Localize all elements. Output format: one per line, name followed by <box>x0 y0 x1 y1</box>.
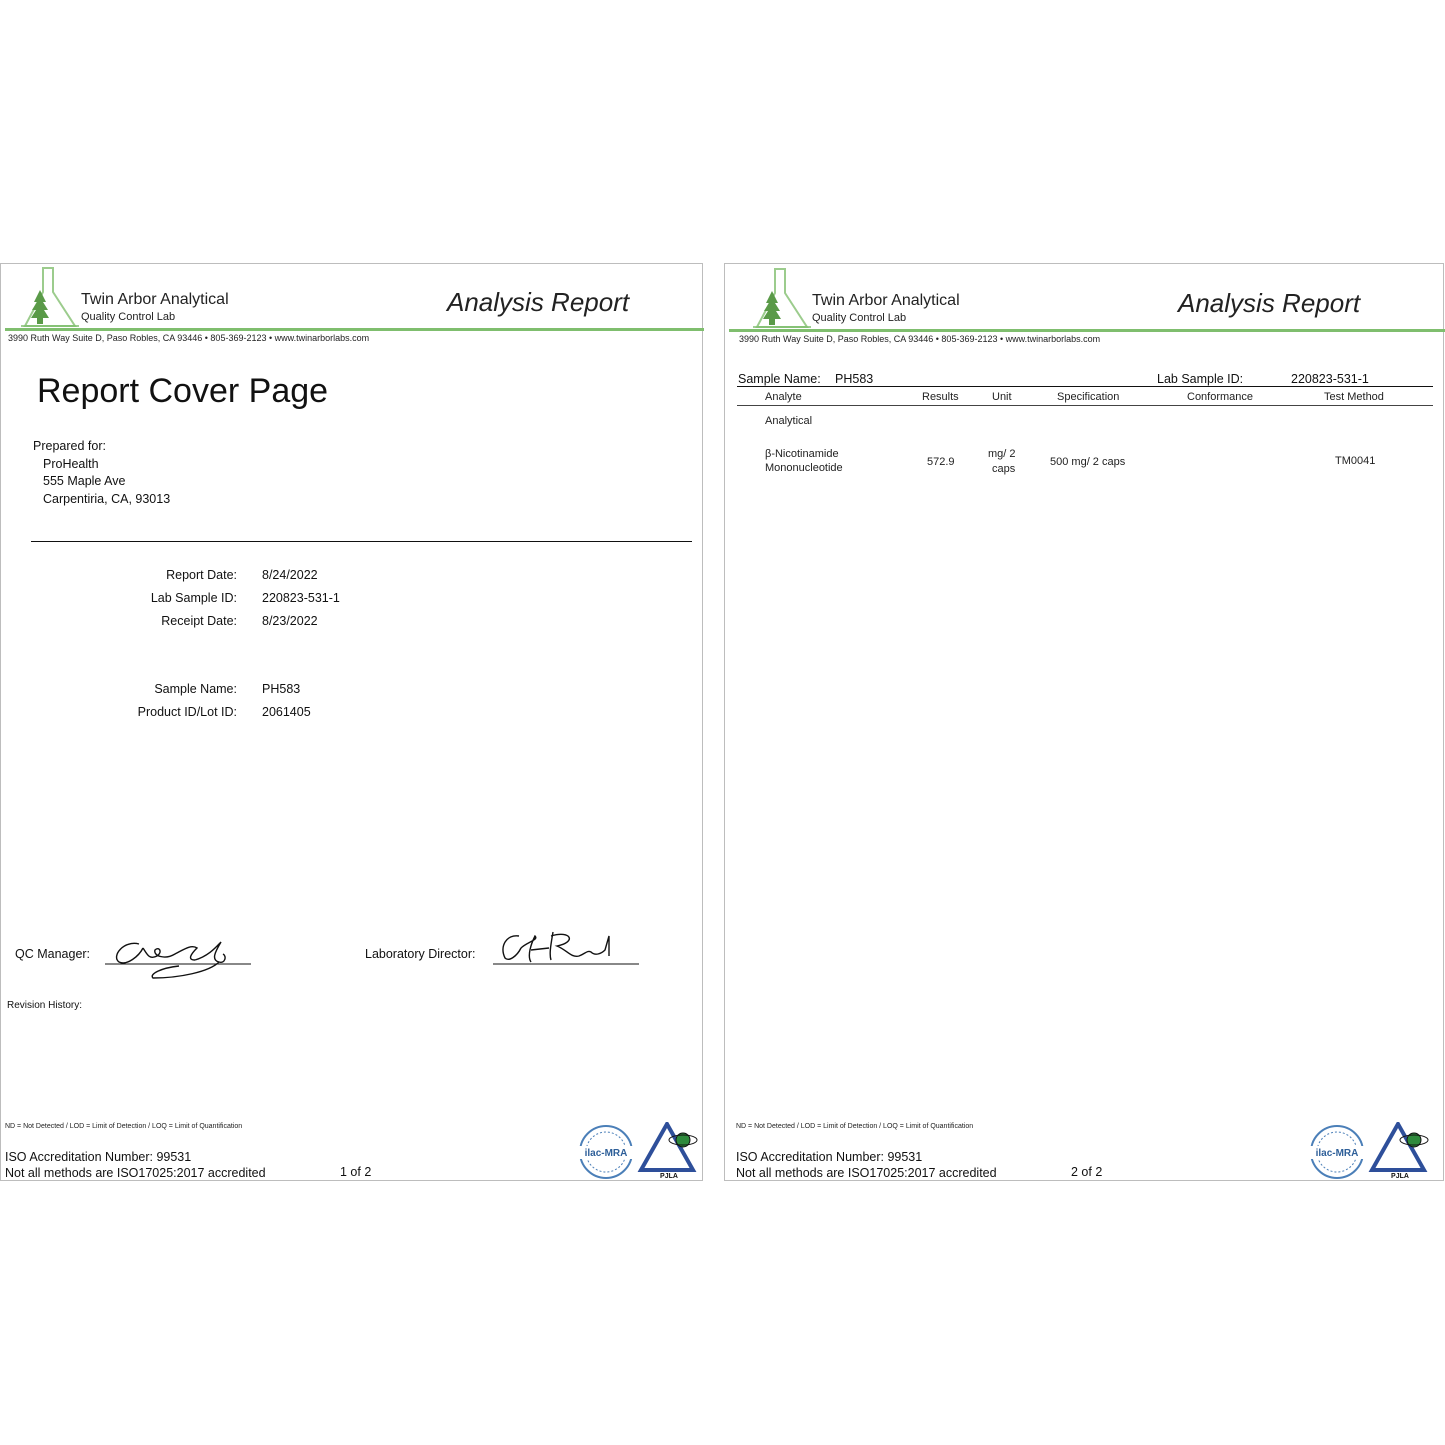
cover-divider <box>31 541 692 542</box>
unit-line1: mg/ 2 <box>988 448 1016 460</box>
iso-note: Not all methods are ISO17025:2017 accredited <box>5 1166 266 1180</box>
client-city: Carpentiria, CA, 93013 <box>43 492 171 506</box>
lab-sample-id: 220823-531-1 <box>1291 372 1369 386</box>
product-lot-label: Product ID/Lot ID: <box>137 705 237 719</box>
result-value: 572.9 <box>927 456 955 468</box>
page-number: 1 of 2 <box>340 1165 372 1179</box>
lab-name: Twin Arbor Analytical <box>81 291 229 308</box>
lab-logo-tree-flask-icon <box>751 267 813 331</box>
product-lot: 2061405 <box>262 705 311 719</box>
lab-subtitle: Quality Control Lab <box>81 311 176 323</box>
lab-sample-id-label: Lab Sample ID: <box>150 591 237 605</box>
report-title: Analysis Report <box>1178 288 1361 318</box>
iso-note: Not all methods are ISO17025:2017 accredited <box>736 1166 997 1180</box>
header-divider <box>729 329 1445 332</box>
lab-address: 3990 Ruth Way Suite D, Paso Robles, CA 93446 • 805-369-2123 • www.twinarborlabs.com <box>739 334 1101 344</box>
lab-director-signature <box>491 928 641 968</box>
receipt-date: 8/23/2022 <box>262 614 318 628</box>
report-page-1 <box>0 263 703 1181</box>
svg-text:PJLA: PJLA <box>660 1173 678 1180</box>
lab-subtitle: Quality Control Lab <box>812 312 907 324</box>
report-title: Analysis Report <box>447 287 630 317</box>
client-street: 555 Maple Ave <box>43 474 126 488</box>
cover-page-title: Report Cover Page <box>37 372 329 410</box>
analyte-name-line2: Mononucleotide <box>765 462 843 474</box>
analyte-name-line1: β-Nicotinamide <box>765 448 839 460</box>
column-header-specification: Specification <box>1057 391 1120 403</box>
column-header-unit: Unit <box>992 391 1012 403</box>
ilac-mra-logo-icon <box>575 1124 637 1180</box>
sample-name: PH583 <box>835 372 874 386</box>
lab-name: Twin Arbor Analytical <box>812 292 960 309</box>
sample-name: PH583 <box>262 682 301 696</box>
unit-line2: caps <box>992 463 1016 475</box>
report-page-2 <box>724 263 1444 1181</box>
column-header-results: Results <box>922 391 959 403</box>
lab-logo-tree-flask-icon <box>19 266 81 330</box>
table-header-divider <box>737 405 1433 406</box>
client-name: ProHealth <box>43 457 99 471</box>
page-number: 2 of 2 <box>1071 1165 1103 1179</box>
qc-manager-label: QC Manager: <box>15 947 91 961</box>
sample-name-label: Sample Name: <box>738 372 821 386</box>
abbreviations-note: ND = Not Detected / LOD = Limit of Detection / LOQ = Limit of Quantification <box>5 1123 243 1130</box>
iso-accreditation-number: ISO Accreditation Number: 99531 <box>736 1150 923 1164</box>
section-label-analytical: Analytical <box>765 415 813 427</box>
lab-director-label: Laboratory Director: <box>365 947 476 961</box>
report-date: 8/24/2022 <box>262 568 318 582</box>
svg-text:ilac-MRA: ilac-MRA <box>584 1148 628 1159</box>
qc-manager-signature <box>99 934 255 984</box>
ilac-mra-logo-icon <box>1306 1124 1368 1180</box>
revision-history-label: Revision History: <box>7 1000 83 1011</box>
column-header-conformance: Conformance <box>1187 391 1254 403</box>
pjla-logo-icon <box>637 1122 701 1180</box>
report-date-label: Report Date: <box>166 568 237 582</box>
receipt-date-label: Receipt Date: <box>161 614 237 628</box>
header-divider <box>5 328 704 331</box>
sample-name-label: Sample Name: <box>154 682 237 696</box>
specification-value: 500 mg/ 2 caps <box>1050 456 1126 468</box>
svg-text:PJLA: PJLA <box>1391 1173 1409 1180</box>
pjla-logo-icon <box>1368 1122 1432 1180</box>
sample-header-divider <box>737 386 1433 387</box>
abbreviations-note: ND = Not Detected / LOD = Limit of Detection / LOQ = Limit of Quantification <box>736 1123 974 1130</box>
lab-sample-id: 220823-531-1 <box>262 591 340 605</box>
prepared-for-label: Prepared for: <box>33 439 106 453</box>
iso-accreditation-number: ISO Accreditation Number: 99531 <box>5 1150 192 1164</box>
lab-address: 3990 Ruth Way Suite D, Paso Robles, CA 93446 • 805-369-2123 • www.twinarborlabs.com <box>8 333 370 343</box>
column-header-test-method: Test Method <box>1324 391 1384 403</box>
svg-text:ilac-MRA: ilac-MRA <box>1315 1148 1359 1159</box>
column-header-analyte: Analyte <box>765 391 802 403</box>
lab-sample-id-label: Lab Sample ID: <box>1157 372 1244 386</box>
test-method-value: TM0041 <box>1335 455 1376 467</box>
